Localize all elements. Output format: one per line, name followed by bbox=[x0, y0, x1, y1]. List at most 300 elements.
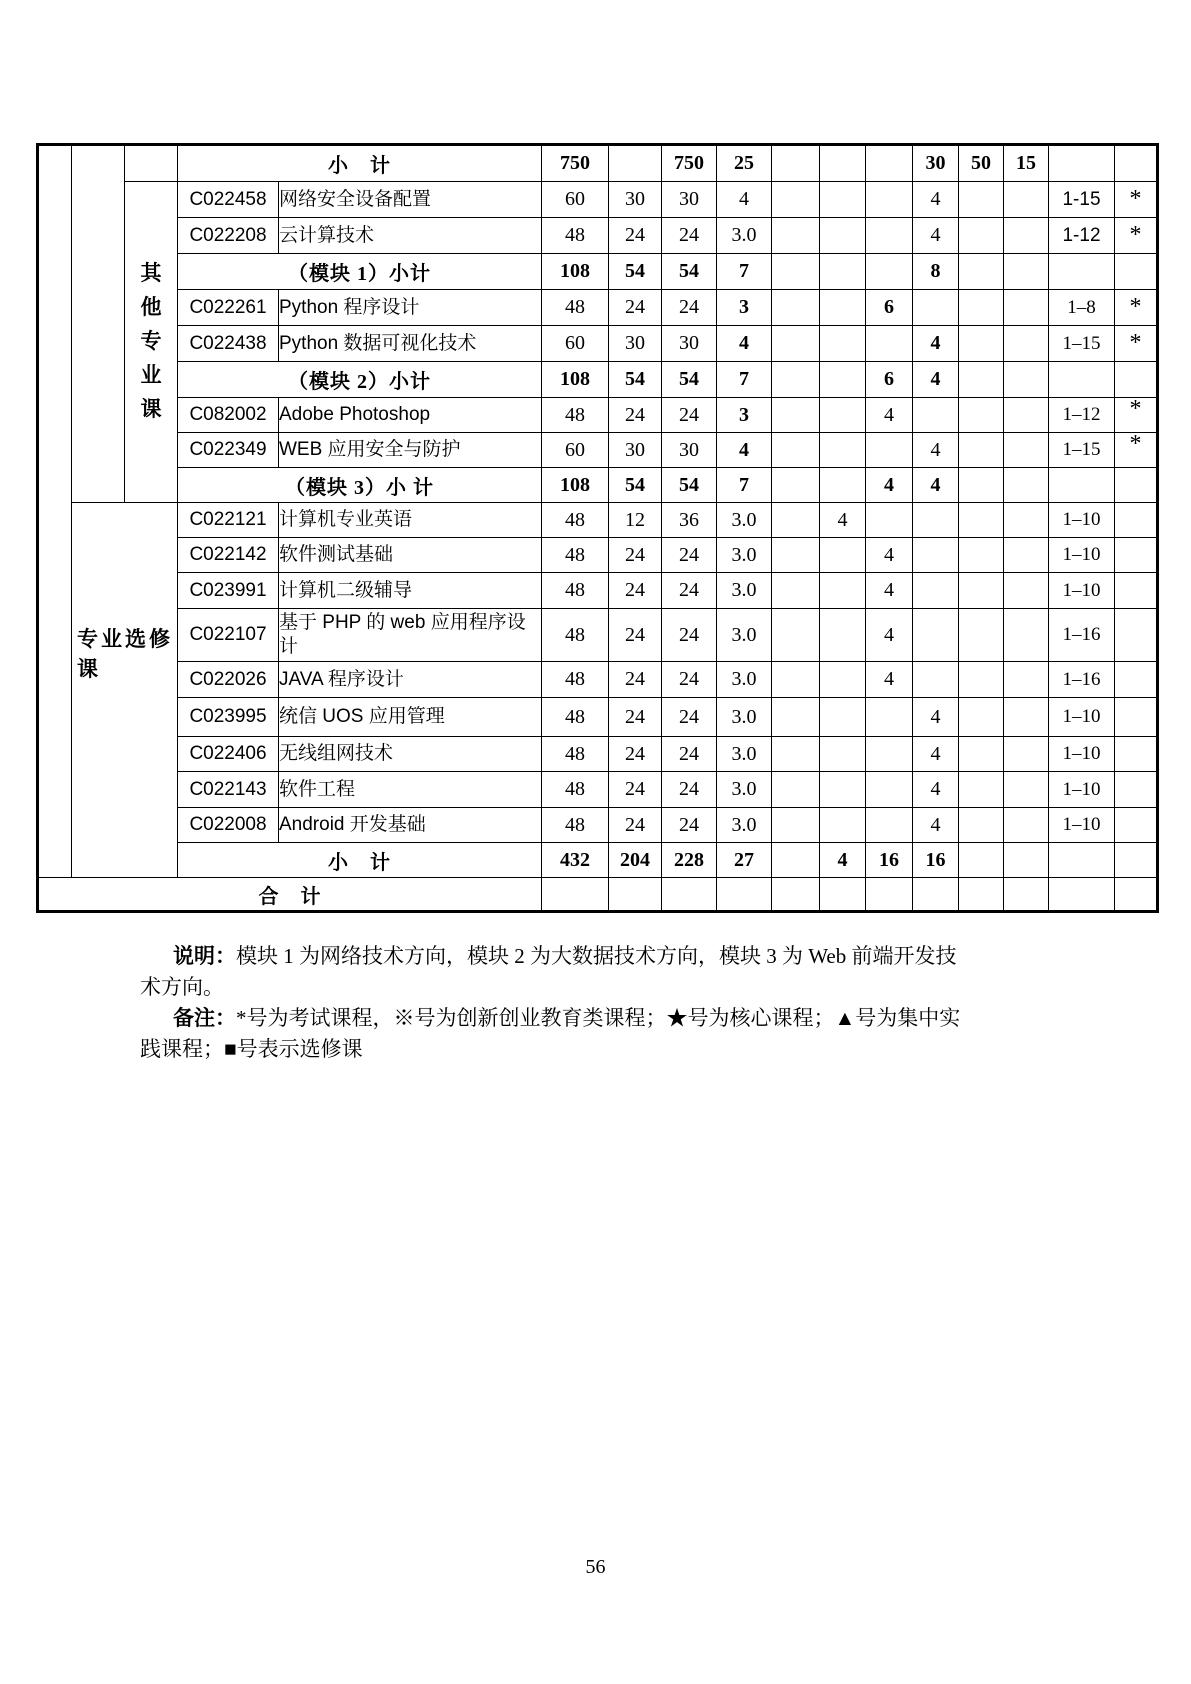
sem3-cell bbox=[866, 698, 913, 737]
course-name-cell: 软件工程 bbox=[279, 772, 542, 808]
sem6-cell bbox=[1004, 843, 1049, 878]
hours-practice-cell: 30 bbox=[662, 326, 717, 362]
hours-practice-cell: 54 bbox=[662, 362, 717, 398]
sem6-cell bbox=[1004, 398, 1049, 433]
sem3-cell: 4 bbox=[866, 609, 913, 662]
hours-practice-cell: 24 bbox=[662, 573, 717, 609]
sem2-cell bbox=[820, 662, 866, 698]
course-name-cell: Python 数据可视化技术 bbox=[279, 326, 542, 362]
hours-practice-cell bbox=[662, 878, 717, 912]
sem3-cell bbox=[866, 254, 913, 290]
sem6-cell bbox=[1004, 772, 1049, 808]
credit-cell: 7 bbox=[717, 362, 772, 398]
sem1-cell bbox=[772, 698, 820, 737]
sem1-cell bbox=[772, 254, 820, 290]
sem6-cell bbox=[1004, 737, 1049, 772]
sem5-cell bbox=[959, 737, 1004, 772]
sem1-cell bbox=[772, 878, 820, 912]
remark-cell bbox=[1115, 538, 1158, 573]
hours-total-cell: 48 bbox=[542, 698, 609, 737]
sem4-cell: 4 bbox=[913, 326, 959, 362]
hours-theory-cell: 30 bbox=[609, 326, 662, 362]
course-name-cell: 软件测试基础 bbox=[279, 538, 542, 573]
remark-cell bbox=[1115, 808, 1158, 843]
sem3-cell bbox=[866, 218, 913, 254]
weeks-cell: 1–10 bbox=[1049, 772, 1115, 808]
hours-practice-cell: 54 bbox=[662, 468, 717, 503]
course-row bbox=[38, 433, 1158, 468]
course-row bbox=[38, 772, 1158, 808]
sem5-cell bbox=[959, 290, 1004, 326]
grand-total-row bbox=[38, 878, 1158, 912]
hours-theory-cell: 24 bbox=[609, 609, 662, 662]
weeks-cell: 1–10 bbox=[1049, 698, 1115, 737]
course-row bbox=[38, 609, 1158, 662]
hours-practice-cell: 36 bbox=[662, 503, 717, 538]
sem1-cell bbox=[772, 573, 820, 609]
sem5-cell bbox=[959, 362, 1004, 398]
note-beizhu-text: *号为考试课程，※号为创新创业教育类课程；★号为核心课程；▲号为集中实 bbox=[236, 1006, 961, 1030]
sem5-cell bbox=[959, 468, 1004, 503]
subtotal-row bbox=[38, 843, 1158, 878]
hours-total-cell: 48 bbox=[542, 573, 609, 609]
sem5-cell bbox=[959, 772, 1004, 808]
weeks-cell: 1–16 bbox=[1049, 662, 1115, 698]
remark-cell bbox=[1115, 362, 1158, 398]
hours-theory-cell: 24 bbox=[609, 398, 662, 433]
hours-theory-cell: 24 bbox=[609, 737, 662, 772]
hours-practice-cell: 54 bbox=[662, 254, 717, 290]
credit-cell: 7 bbox=[717, 254, 772, 290]
credit-cell: 27 bbox=[717, 843, 772, 878]
hours-practice-cell: 228 bbox=[662, 843, 717, 878]
hours-theory-cell: 24 bbox=[609, 662, 662, 698]
sem4-cell bbox=[913, 503, 959, 538]
weeks-cell bbox=[1049, 145, 1115, 182]
course-code-cell: C022143 bbox=[178, 772, 279, 808]
sem6-cell bbox=[1004, 878, 1049, 912]
sem3-cell bbox=[866, 326, 913, 362]
sem4-cell: 4 bbox=[913, 433, 959, 468]
sem6-cell: 15 bbox=[1004, 145, 1049, 182]
weeks-cell: 1–15 bbox=[1049, 433, 1115, 468]
hours-total-cell: 432 bbox=[542, 843, 609, 878]
sem5-cell bbox=[959, 573, 1004, 609]
remark-cell bbox=[1115, 843, 1158, 878]
credit-cell: 3.0 bbox=[717, 737, 772, 772]
course-row bbox=[38, 182, 1158, 218]
hours-practice-cell: 24 bbox=[662, 772, 717, 808]
section-label-text: 其他专业课 bbox=[140, 262, 162, 421]
sem1-cell bbox=[772, 843, 820, 878]
subtotal-label-cell: （模块 3）小 计 bbox=[178, 468, 542, 503]
weeks-cell: 1–10 bbox=[1049, 737, 1115, 772]
remark-cell bbox=[1115, 254, 1158, 290]
hours-theory-cell bbox=[609, 145, 662, 182]
sem2-cell bbox=[820, 698, 866, 737]
course-code-cell: C022261 bbox=[178, 290, 279, 326]
weeks-cell: 1–16 bbox=[1049, 609, 1115, 662]
credit-cell bbox=[717, 878, 772, 912]
hours-theory-cell: 30 bbox=[609, 182, 662, 218]
remark-cell bbox=[1115, 662, 1158, 698]
sem2-cell bbox=[820, 326, 866, 362]
hours-practice-cell: 24 bbox=[662, 538, 717, 573]
course-row bbox=[38, 737, 1158, 772]
sem3-cell: 6 bbox=[866, 290, 913, 326]
course-code-cell: C022406 bbox=[178, 737, 279, 772]
sem6-cell bbox=[1004, 662, 1049, 698]
hours-total-cell: 48 bbox=[542, 609, 609, 662]
course-name-cell: 网络安全设备配置 bbox=[279, 182, 542, 218]
credit-cell: 3.0 bbox=[717, 808, 772, 843]
sem6-cell bbox=[1004, 433, 1049, 468]
course-code-cell: C022142 bbox=[178, 538, 279, 573]
credit-cell: 3.0 bbox=[717, 218, 772, 254]
remark-cell: * bbox=[1115, 433, 1158, 468]
sem1-cell bbox=[772, 737, 820, 772]
sem3-cell bbox=[866, 808, 913, 843]
sem3-cell bbox=[866, 145, 913, 182]
sem6-cell bbox=[1004, 538, 1049, 573]
sem1-cell bbox=[772, 290, 820, 326]
credit-cell: 25 bbox=[717, 145, 772, 182]
remark-cell bbox=[1115, 878, 1158, 912]
hours-practice-cell: 24 bbox=[662, 398, 717, 433]
sem3-cell: 4 bbox=[866, 468, 913, 503]
sem5-cell bbox=[959, 326, 1004, 362]
sem3-cell bbox=[866, 503, 913, 538]
course-code-cell: C082002 bbox=[178, 398, 279, 433]
credit-cell: 3.0 bbox=[717, 538, 772, 573]
sem1-cell bbox=[772, 503, 820, 538]
section-label-other-major bbox=[125, 182, 178, 503]
sem1-cell bbox=[772, 218, 820, 254]
hours-practice-cell: 24 bbox=[662, 609, 717, 662]
hours-theory-cell bbox=[609, 878, 662, 912]
remark-cell: * bbox=[1115, 182, 1158, 218]
course-name-cell: Adobe Photoshop bbox=[279, 398, 542, 433]
sem2-cell bbox=[820, 609, 866, 662]
sem3-cell bbox=[866, 182, 913, 218]
weeks-cell bbox=[1049, 843, 1115, 878]
credit-cell: 3.0 bbox=[717, 698, 772, 737]
note-shuoming-text: 模块 1 为网络技术方向，模块 2 为大数据技术方向，模块 3 为 Web 前端开发技 bbox=[236, 944, 957, 968]
remark-cell bbox=[1115, 772, 1158, 808]
remark-cell bbox=[1115, 573, 1158, 609]
hours-total-cell: 60 bbox=[542, 433, 609, 468]
sem3-cell: 16 bbox=[866, 843, 913, 878]
sem2-cell bbox=[820, 254, 866, 290]
hours-practice-cell: 24 bbox=[662, 737, 717, 772]
hours-theory-cell: 24 bbox=[609, 218, 662, 254]
sem2-cell bbox=[820, 290, 866, 326]
sem4-cell: 16 bbox=[913, 843, 959, 878]
sem1-cell bbox=[772, 145, 820, 182]
remark-cell: * bbox=[1115, 290, 1158, 326]
weeks-cell: 1–10 bbox=[1049, 538, 1115, 573]
sem4-cell: 4 bbox=[913, 772, 959, 808]
sem2-cell bbox=[820, 362, 866, 398]
sem1-cell bbox=[772, 182, 820, 218]
subtotal-label-cell: 小 计 bbox=[178, 843, 542, 878]
sem4-cell: 4 bbox=[913, 468, 959, 503]
sem5-cell bbox=[959, 698, 1004, 737]
category-col3-cell bbox=[125, 145, 178, 182]
course-name-cell: 计算机专业英语 bbox=[279, 503, 542, 538]
note-shuoming-line2: 术方向。 bbox=[140, 975, 224, 999]
credit-cell: 3.0 bbox=[717, 662, 772, 698]
hours-total-cell: 48 bbox=[542, 538, 609, 573]
weeks-cell: 1–15 bbox=[1049, 326, 1115, 362]
sem5-cell bbox=[959, 218, 1004, 254]
course-code-cell: C022438 bbox=[178, 326, 279, 362]
hours-theory-cell: 24 bbox=[609, 538, 662, 573]
sem4-cell bbox=[913, 538, 959, 573]
sem5-cell bbox=[959, 538, 1004, 573]
hours-theory-cell: 30 bbox=[609, 433, 662, 468]
subtotal-row bbox=[38, 468, 1158, 503]
category-col1-cell bbox=[38, 145, 72, 878]
sem5-cell bbox=[959, 254, 1004, 290]
sem5-cell bbox=[959, 808, 1004, 843]
hours-total-cell: 48 bbox=[542, 290, 609, 326]
course-row bbox=[38, 290, 1158, 326]
weeks-cell bbox=[1049, 878, 1115, 912]
course-name-cell: 基于 PHP 的 web 应用程序设计 bbox=[279, 609, 542, 662]
sem5-cell bbox=[959, 609, 1004, 662]
sem4-cell bbox=[913, 662, 959, 698]
course-name-cell: JAVA 程序设计 bbox=[279, 662, 542, 698]
notes-block bbox=[140, 941, 1020, 1065]
sem2-cell bbox=[820, 573, 866, 609]
course-name-cell: 计算机二级辅导 bbox=[279, 573, 542, 609]
credit-cell: 4 bbox=[717, 326, 772, 362]
remark-cell bbox=[1115, 737, 1158, 772]
subtotal-row bbox=[38, 145, 1158, 182]
hours-total-cell: 108 bbox=[542, 468, 609, 503]
sem5-cell bbox=[959, 182, 1004, 218]
hours-practice-cell: 24 bbox=[662, 290, 717, 326]
sem4-cell: 30 bbox=[913, 145, 959, 182]
course-code-cell: C022208 bbox=[178, 218, 279, 254]
sem1-cell bbox=[772, 326, 820, 362]
course-row bbox=[38, 326, 1158, 362]
hours-practice-cell: 30 bbox=[662, 182, 717, 218]
credit-cell: 7 bbox=[717, 468, 772, 503]
sem2-cell bbox=[820, 737, 866, 772]
credit-cell: 3.0 bbox=[717, 503, 772, 538]
note-beizhu-line2: 践课程；■号表示选修课 bbox=[140, 1037, 363, 1061]
course-code-cell: C022121 bbox=[178, 503, 279, 538]
course-row bbox=[38, 398, 1158, 433]
note-beizhu-line1 bbox=[140, 1003, 1020, 1034]
sem1-cell bbox=[772, 398, 820, 433]
sem2-cell bbox=[820, 182, 866, 218]
remark-cell bbox=[1115, 698, 1158, 737]
hours-total-cell: 60 bbox=[542, 182, 609, 218]
sem6-cell bbox=[1004, 808, 1049, 843]
sem3-cell bbox=[866, 737, 913, 772]
hours-theory-cell: 24 bbox=[609, 808, 662, 843]
sem6-cell bbox=[1004, 468, 1049, 503]
hours-practice-cell: 24 bbox=[662, 662, 717, 698]
course-name-cell: Android 开发基础 bbox=[279, 808, 542, 843]
remark-cell: * bbox=[1115, 326, 1158, 362]
remark-cell: * bbox=[1115, 398, 1158, 433]
subtotal-row bbox=[38, 362, 1158, 398]
hours-total-cell: 108 bbox=[542, 254, 609, 290]
subtotal-row bbox=[38, 254, 1158, 290]
sem4-cell: 4 bbox=[913, 218, 959, 254]
hours-practice-cell: 24 bbox=[662, 808, 717, 843]
sem4-cell: 8 bbox=[913, 254, 959, 290]
hours-total-cell: 48 bbox=[542, 503, 609, 538]
sem4-cell: 4 bbox=[913, 737, 959, 772]
sem6-cell bbox=[1004, 254, 1049, 290]
note-beizhu-label: 备注： bbox=[173, 1006, 236, 1030]
remark-cell bbox=[1115, 468, 1158, 503]
sem4-cell bbox=[913, 878, 959, 912]
sem5-cell bbox=[959, 398, 1004, 433]
remark-cell: * bbox=[1115, 218, 1158, 254]
sem2-cell bbox=[820, 468, 866, 503]
sem4-cell: 4 bbox=[913, 362, 959, 398]
weeks-cell: 1–8 bbox=[1049, 290, 1115, 326]
course-row bbox=[38, 573, 1158, 609]
course-name-cell: Python 程序设计 bbox=[279, 290, 542, 326]
course-name-cell: 无线组网技术 bbox=[279, 737, 542, 772]
sem2-cell bbox=[820, 808, 866, 843]
hours-total-cell bbox=[542, 878, 609, 912]
hours-theory-cell: 24 bbox=[609, 290, 662, 326]
weeks-cell: 1-12 bbox=[1049, 218, 1115, 254]
hours-total-cell: 48 bbox=[542, 218, 609, 254]
weeks-cell: 1–12 bbox=[1049, 398, 1115, 433]
sem4-cell bbox=[913, 609, 959, 662]
hours-practice-cell: 24 bbox=[662, 698, 717, 737]
sem2-cell bbox=[820, 538, 866, 573]
hours-total-cell: 48 bbox=[542, 737, 609, 772]
course-row bbox=[38, 662, 1158, 698]
hours-total-cell: 108 bbox=[542, 362, 609, 398]
course-code-cell: C023991 bbox=[178, 573, 279, 609]
sem5-cell bbox=[959, 662, 1004, 698]
hours-theory-cell: 54 bbox=[609, 254, 662, 290]
weeks-cell: 1-15 bbox=[1049, 182, 1115, 218]
sem1-cell bbox=[772, 433, 820, 468]
course-code-cell: C022026 bbox=[178, 662, 279, 698]
sem2-cell bbox=[820, 772, 866, 808]
course-row bbox=[38, 538, 1158, 573]
sem1-cell bbox=[772, 362, 820, 398]
subtotal-label-cell: 小 计 bbox=[178, 145, 542, 182]
sem1-cell bbox=[772, 538, 820, 573]
weeks-cell bbox=[1049, 254, 1115, 290]
sem6-cell bbox=[1004, 362, 1049, 398]
weeks-cell bbox=[1049, 362, 1115, 398]
hours-practice-cell: 24 bbox=[662, 218, 717, 254]
sem2-cell: 4 bbox=[820, 843, 866, 878]
weeks-cell: 1–10 bbox=[1049, 503, 1115, 538]
course-code-cell: C022008 bbox=[178, 808, 279, 843]
course-row bbox=[38, 698, 1158, 737]
weeks-cell: 1–10 bbox=[1049, 573, 1115, 609]
sem6-cell bbox=[1004, 573, 1049, 609]
subtotal-label-cell: （模块 2）小计 bbox=[178, 362, 542, 398]
section-label-text: 专业选修课 bbox=[77, 628, 173, 681]
sem4-cell: 4 bbox=[913, 808, 959, 843]
credit-cell: 3 bbox=[717, 398, 772, 433]
sem4-cell bbox=[913, 290, 959, 326]
sem5-cell bbox=[959, 503, 1004, 538]
sem1-cell bbox=[772, 662, 820, 698]
sem6-cell bbox=[1004, 503, 1049, 538]
sem1-cell bbox=[772, 468, 820, 503]
sem3-cell: 4 bbox=[866, 538, 913, 573]
hours-total-cell: 750 bbox=[542, 145, 609, 182]
sem1-cell bbox=[772, 609, 820, 662]
hours-theory-cell: 24 bbox=[609, 772, 662, 808]
hours-theory-cell: 24 bbox=[609, 573, 662, 609]
credit-cell: 3 bbox=[717, 290, 772, 326]
sem6-cell bbox=[1004, 290, 1049, 326]
credit-cell: 4 bbox=[717, 433, 772, 468]
hours-theory-cell: 54 bbox=[609, 362, 662, 398]
sem3-cell: 4 bbox=[866, 398, 913, 433]
hours-practice-cell: 750 bbox=[662, 145, 717, 182]
credit-cell: 3.0 bbox=[717, 573, 772, 609]
hours-theory-cell: 24 bbox=[609, 698, 662, 737]
course-row bbox=[38, 808, 1158, 843]
sem4-cell bbox=[913, 398, 959, 433]
page-number: 56 bbox=[585, 1556, 606, 1578]
weeks-cell bbox=[1049, 468, 1115, 503]
note-shuoming-label: 说明： bbox=[173, 944, 236, 968]
hours-theory-cell: 54 bbox=[609, 468, 662, 503]
hours-theory-cell: 204 bbox=[609, 843, 662, 878]
sem2-cell bbox=[820, 878, 866, 912]
hours-total-cell: 48 bbox=[542, 662, 609, 698]
sem5-cell bbox=[959, 878, 1004, 912]
course-code-cell: C022107 bbox=[178, 609, 279, 662]
sem2-cell: 4 bbox=[820, 503, 866, 538]
course-name-cell: 云计算技术 bbox=[279, 218, 542, 254]
sem1-cell bbox=[772, 772, 820, 808]
sem6-cell bbox=[1004, 609, 1049, 662]
remark-cell bbox=[1115, 145, 1158, 182]
weeks-cell: 1–10 bbox=[1049, 808, 1115, 843]
sem3-cell: 4 bbox=[866, 662, 913, 698]
hours-total-cell: 48 bbox=[542, 398, 609, 433]
sem3-cell bbox=[866, 878, 913, 912]
sem2-cell bbox=[820, 218, 866, 254]
sem2-cell bbox=[820, 433, 866, 468]
sem6-cell bbox=[1004, 182, 1049, 218]
course-name-cell: 统信 UOS 应用管理 bbox=[279, 698, 542, 737]
course-code-cell: C023995 bbox=[178, 698, 279, 737]
sem4-cell: 4 bbox=[913, 182, 959, 218]
sem6-cell bbox=[1004, 698, 1049, 737]
hours-total-cell: 48 bbox=[542, 772, 609, 808]
sem3-cell: 4 bbox=[866, 573, 913, 609]
sem5-cell bbox=[959, 843, 1004, 878]
sem4-cell bbox=[913, 573, 959, 609]
sem1-cell bbox=[772, 808, 820, 843]
hours-theory-cell: 12 bbox=[609, 503, 662, 538]
sem5-cell bbox=[959, 433, 1004, 468]
hours-practice-cell: 30 bbox=[662, 433, 717, 468]
